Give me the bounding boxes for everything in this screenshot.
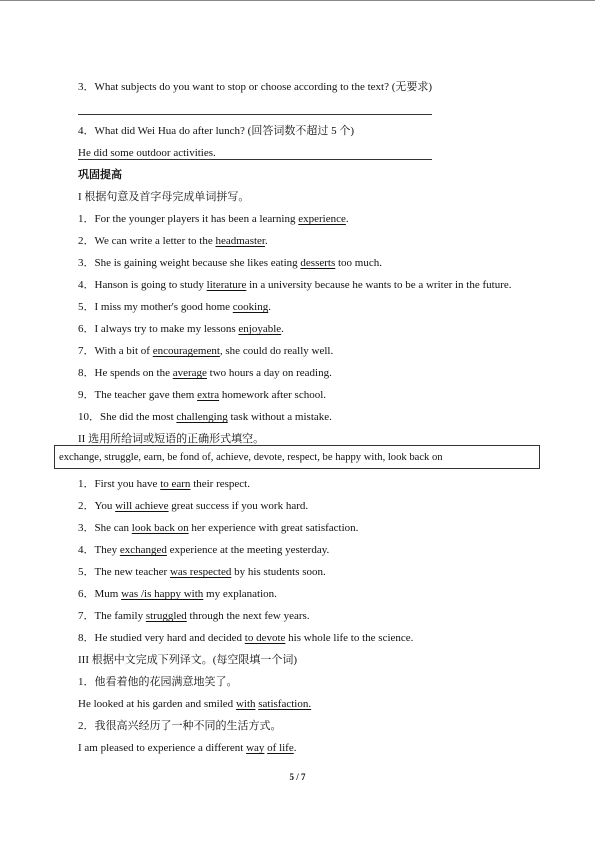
list-item	[78, 234, 268, 248]
item-num: 2．	[78, 500, 95, 512]
list-item	[78, 212, 349, 226]
answer-text: He looked at his garden and smiled	[78, 698, 236, 710]
part3-answer-1	[78, 697, 311, 711]
list-item	[78, 565, 326, 579]
answer-line-4	[78, 159, 432, 160]
item-pre: She can	[94, 522, 132, 534]
part1-heading: I 根据句意及首字母完成单词拼写。	[78, 191, 250, 203]
answer-blank: exchanged	[119, 544, 167, 556]
list-item	[78, 344, 333, 358]
list-item	[78, 388, 326, 402]
answer-blank: look back on	[131, 522, 189, 534]
item-post: through the next few years.	[186, 610, 310, 622]
answer-blank: way	[246, 742, 265, 754]
item-post: task without a mistake.	[227, 411, 332, 423]
item-post: .	[345, 213, 349, 225]
answer-blank: will achieve	[115, 500, 169, 512]
item-pre: The teacher gave them	[94, 389, 198, 401]
answer-blank: average	[172, 367, 207, 379]
item-post: homework after school.	[219, 389, 327, 401]
answer-blank: encouragement	[152, 345, 220, 357]
item-pre: We can write a letter to the	[94, 235, 216, 247]
answer-4: He did some outdoor activities.	[78, 147, 216, 159]
item-pre: They	[94, 544, 120, 556]
item-num: 5．	[78, 301, 95, 313]
answer-blank: with	[235, 698, 256, 710]
answer-blank: cooking	[232, 301, 269, 313]
item-post: experience at the meeting yesterday.	[166, 544, 330, 556]
item-num: 1．	[78, 213, 95, 225]
item-pre: Mum	[94, 588, 122, 600]
item-num: 7．	[78, 345, 95, 357]
item-post: .	[281, 323, 284, 335]
list-item	[78, 278, 512, 292]
answer-blank: was /is happy with	[121, 588, 204, 600]
item-pre: The new teacher	[94, 566, 170, 578]
item-pre: She did the most	[100, 411, 177, 423]
item-pre: With a bit of	[94, 345, 153, 357]
item-post: , she could do really well.	[219, 345, 334, 357]
answer-blank: satisfaction.	[258, 698, 312, 710]
list-item	[78, 322, 284, 336]
answer-blank: literature	[206, 279, 247, 291]
item-pre: She is gaining weight because she likes eating	[94, 257, 301, 269]
item-pre: You	[94, 500, 116, 512]
answer-blank: enjoyable	[238, 323, 282, 335]
item-num: 9．	[78, 389, 95, 401]
answer-blank: to earn	[160, 478, 191, 490]
list-item	[78, 410, 332, 424]
item-num: 6．	[78, 323, 95, 335]
item-num: 7．	[78, 610, 95, 622]
item-num: 8．	[78, 632, 95, 644]
question-4: 4．What did Wei Hua do after lunch? (回答词数不超过 5 个)	[78, 125, 354, 137]
list-item	[78, 499, 308, 513]
page-number: 5 / 7	[289, 772, 306, 782]
item-post: two hours a day on reading.	[206, 367, 332, 379]
item-post: their respect.	[190, 478, 250, 490]
list-item	[78, 300, 271, 314]
answer-blank: challenging	[176, 411, 228, 423]
part3-heading: III 根据中文完成下列译文。(每空限填一个词)	[78, 654, 298, 666]
item-num: 8．	[78, 367, 95, 379]
part3-question-1: 1．他看着他的花园满意地笑了。	[78, 676, 238, 688]
question-3: 3．What subjects do you want to stop or choose according to the text? (无要求)	[78, 81, 433, 93]
part3-question-2: 2．我很高兴经历了一种不同的生活方式。	[78, 720, 282, 732]
answer-text: I am pleased to experience a different	[78, 742, 247, 754]
item-num: 4．	[78, 544, 95, 556]
list-item	[78, 521, 358, 535]
answer-blank: of life	[267, 742, 294, 754]
item-pre: I miss my mother's good home	[94, 301, 233, 313]
item-post: his whole life to the science.	[285, 632, 414, 644]
list-item	[78, 543, 329, 557]
item-pre: For the younger players it has been a learning	[94, 213, 299, 225]
word-box	[54, 445, 540, 469]
item-num: 4．	[78, 279, 95, 291]
item-num: 6．	[78, 588, 95, 600]
list-item	[78, 631, 413, 645]
item-post: her experience with great satisfaction.	[188, 522, 359, 534]
answer-line-3	[78, 114, 432, 115]
list-item	[78, 587, 277, 601]
item-pre: He spends on the	[94, 367, 173, 379]
answer-blank: struggled	[145, 610, 187, 622]
answer-blank: was respected	[169, 566, 232, 578]
top-border	[0, 0, 595, 1]
list-item	[78, 256, 382, 270]
item-num: 3．	[78, 257, 95, 269]
part3-answer-2: I am pleased to experience a different way of life.	[78, 742, 297, 754]
section-title: 巩固提高	[78, 168, 122, 181]
word-box-text: exchange, struggle, earn, be fond of, achieve, devote, respect, be happy with, look back on	[59, 452, 443, 463]
list-item	[78, 366, 332, 380]
item-num: 5．	[78, 566, 95, 578]
item-pre: First you have	[94, 478, 161, 490]
answer-blank: headmaster	[215, 235, 265, 247]
item-post: my explanation.	[203, 588, 277, 600]
item-num: 1．	[78, 478, 95, 490]
item-post: in a university because he wants to be a writer in the future.	[246, 279, 512, 291]
answer-blank: extra	[197, 389, 220, 401]
item-post: too much.	[335, 257, 382, 269]
list-item	[78, 609, 310, 623]
item-pre: Hanson is going to study	[94, 279, 207, 291]
item-post: .	[264, 235, 268, 247]
item-pre: He studied very hard and decided	[94, 632, 245, 644]
item-post: great success if you work hard.	[168, 500, 309, 512]
item-post: by his students soon.	[231, 566, 326, 578]
part2-heading: II 选用所给词或短语的正确形式填空。	[78, 433, 265, 445]
list-item	[78, 477, 250, 491]
item-pre: The family	[94, 610, 146, 622]
item-pre: I always try to make my lessons	[94, 323, 239, 335]
item-post: .	[268, 301, 271, 313]
item-num: 3．	[78, 522, 95, 534]
answer-blank: experience	[298, 213, 346, 225]
answer-blank: desserts	[300, 257, 336, 269]
item-num: 10．	[78, 411, 100, 423]
item-num: 2．	[78, 235, 95, 247]
answer-blank: to devote	[244, 632, 286, 644]
